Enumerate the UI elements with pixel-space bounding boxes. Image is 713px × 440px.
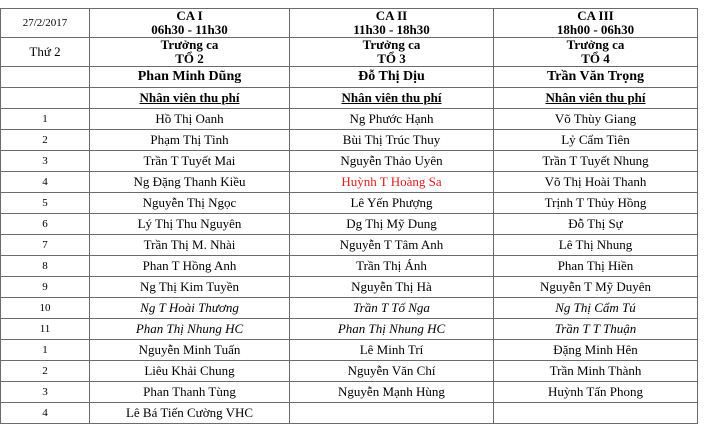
shift-3-staff-name: Trần T Tuyết Nhung <box>494 151 698 172</box>
shift-2-staff-name: Huỳnh T Hoàng Sa <box>290 172 494 193</box>
shift-2-leader: Đỗ Thị Dịu <box>290 67 494 88</box>
shift-2-name: CA II <box>375 8 408 23</box>
shift-2-staff-name: Nguyễn T Tâm Anh <box>290 235 494 256</box>
shift-2-staff-title: Nhân viên thu phí <box>290 88 494 109</box>
row-number: 2 <box>1 361 90 382</box>
shift-1-staff-name: Phạm Thị Tình <box>90 130 290 151</box>
shift-1-staff-name: Ng Đặng Thanh Kiều <box>90 172 290 193</box>
shift-3-staff-name <box>494 403 698 424</box>
row-number: 2 <box>1 130 90 151</box>
table-row <box>1 151 698 172</box>
shift-2-team-name: TỔ 3 <box>377 51 406 66</box>
shift-2-staff-name: Dg Thị Mỹ Dung <box>290 214 494 235</box>
shift-2-staff-name: Trần T Tố Nga <box>290 298 494 319</box>
shift-3-leader: Trần Văn Trọng <box>494 67 698 88</box>
shift-3-staff-name: Ng Thị Cẩm Tú <box>494 298 698 319</box>
shift-2-leader-title: Trưởng ca <box>362 37 421 52</box>
row-number: 5 <box>1 193 90 214</box>
shift-2-header <box>290 9 494 38</box>
shift-3-staff-name: Phan Thị Hiền <box>494 256 698 277</box>
shift-1-staff-name: Trần T Tuyết Mai <box>90 151 290 172</box>
shift-1-staff-name: Lý Thị Thu Nguyên <box>90 214 290 235</box>
shift-1-staff-name: Lê Bá Tiến Cường VHC <box>90 403 290 424</box>
shift-2-time: 11h30 - 18h30 <box>353 22 430 37</box>
row-number: 1 <box>1 109 90 130</box>
shift-3-staff-name: Đặng Minh Hên <box>494 340 698 361</box>
empty-cell <box>1 67 90 88</box>
shift-1-staff-name: Nguyễn Minh Tuấn <box>90 340 290 361</box>
shift-1-staff-name: Ng T Hoài Thương <box>90 298 290 319</box>
shift-1-staff-name: Trần Thị M. Nhài <box>90 235 290 256</box>
row-number: 4 <box>1 403 90 424</box>
empty-cell <box>1 88 90 109</box>
table-row <box>1 277 698 298</box>
table-row <box>1 382 698 403</box>
shift-1-staff-name: Phan T Hồng Anh <box>90 256 290 277</box>
table-row <box>1 214 698 235</box>
shift-2-team <box>290 38 494 67</box>
shift-3-name: CA III <box>577 8 614 23</box>
shift-1-staff-name: Phan Thị Nhung HC <box>90 319 290 340</box>
shift-3-leader-title: Trưởng ca <box>566 37 625 52</box>
shift-2-staff-name <box>290 403 494 424</box>
table-row <box>1 256 698 277</box>
shift-3-staff-name: Huỳnh Tấn Phong <box>494 382 698 403</box>
table-row <box>1 109 698 130</box>
table-row <box>1 130 698 151</box>
table-row <box>1 193 698 214</box>
shift-3-staff-name: Lê Thị Nhung <box>494 235 698 256</box>
shift-1-team <box>90 38 290 67</box>
shift-1-time: 06h30 - 11h30 <box>151 22 228 37</box>
shift-3-staff-name: Lỷ Cẩm Tiên <box>494 130 698 151</box>
row-number: 11 <box>1 319 90 340</box>
shift-3-team-name: TỔ 4 <box>581 51 610 66</box>
shift-3-staff-name: Trần T T Thuận <box>494 319 698 340</box>
table-row <box>1 340 698 361</box>
row-number: 10 <box>1 298 90 319</box>
table-row <box>1 298 698 319</box>
date-cell: 27/2/2017 <box>1 9 90 38</box>
shift-1-name: CA I <box>176 8 203 23</box>
shift-3-staff-name: Võ Thị Hoài Thanh <box>494 172 698 193</box>
shift-3-staff-name: Đỗ Thị Sự <box>494 214 698 235</box>
row-number: 7 <box>1 235 90 256</box>
row-number: 8 <box>1 256 90 277</box>
shift-2-staff-name: Nguyễn Văn Chí <box>290 361 494 382</box>
staff-title-row <box>1 88 698 109</box>
shift-2-staff-name: Nguyễn Thị Hà <box>290 277 494 298</box>
shift-2-staff-name: Nguyễn Thảo Uyên <box>290 151 494 172</box>
shift-3-staff-title: Nhân viên thu phí <box>494 88 698 109</box>
day-cell: Thứ 2 <box>1 38 90 67</box>
shift-3-header <box>494 9 698 38</box>
shift-2-staff-name: Ng Phước Hạnh <box>290 109 494 130</box>
table-row <box>1 361 698 382</box>
shift-1-staff-title: Nhân viên thu phí <box>90 88 290 109</box>
table-row <box>1 319 698 340</box>
shift-1-leader-title: Trưởng ca <box>160 37 219 52</box>
row-number: 3 <box>1 151 90 172</box>
shift-3-staff-name: Nguyễn T Mỹ Duyên <box>494 277 698 298</box>
shift-3-staff-name: Trần Minh Thành <box>494 361 698 382</box>
shift-1-team-name: TỔ 2 <box>175 51 204 66</box>
shift-header-row <box>1 9 698 38</box>
table-row <box>1 235 698 256</box>
shift-1-staff-name: Phan Thanh Tùng <box>90 382 290 403</box>
shift-1-staff-name: Hồ Thị Oanh <box>90 109 290 130</box>
shift-3-time: 18h00 - 06h30 <box>556 22 635 37</box>
shift-2-staff-name: Trần Thị Ánh <box>290 256 494 277</box>
leader-row <box>1 67 698 88</box>
shift-3-staff-name: Võ Thùy Giang <box>494 109 698 130</box>
shift-2-staff-name: Lê Minh Trí <box>290 340 494 361</box>
team-row <box>1 38 698 67</box>
table-row <box>1 403 698 424</box>
shift-3-staff-name: Trịnh T Thủy Hồng <box>494 193 698 214</box>
row-number: 4 <box>1 172 90 193</box>
shift-1-staff-name: Ng Thị Kim Tuyền <box>90 277 290 298</box>
row-number: 9 <box>1 277 90 298</box>
row-number: 3 <box>1 382 90 403</box>
shift-3-team <box>494 38 698 67</box>
shift-2-staff-name: Lê Yến Phượng <box>290 193 494 214</box>
shift-2-staff-name: Nguyễn Mạnh Hùng <box>290 382 494 403</box>
shift-1-staff-name: Liêu Khải Chung <box>90 361 290 382</box>
shift-1-leader: Phan Minh Dũng <box>90 67 290 88</box>
row-number: 1 <box>1 340 90 361</box>
table-row <box>1 172 698 193</box>
shift-2-staff-name: Phan Thị Nhung HC <box>290 319 494 340</box>
row-number: 6 <box>1 214 90 235</box>
shift-1-staff-name: Nguyễn Thị Ngọc <box>90 193 290 214</box>
shift-1-header <box>90 9 290 38</box>
shift-roster-table <box>0 8 698 424</box>
shift-2-staff-name: Bùi Thị Trúc Thuy <box>290 130 494 151</box>
